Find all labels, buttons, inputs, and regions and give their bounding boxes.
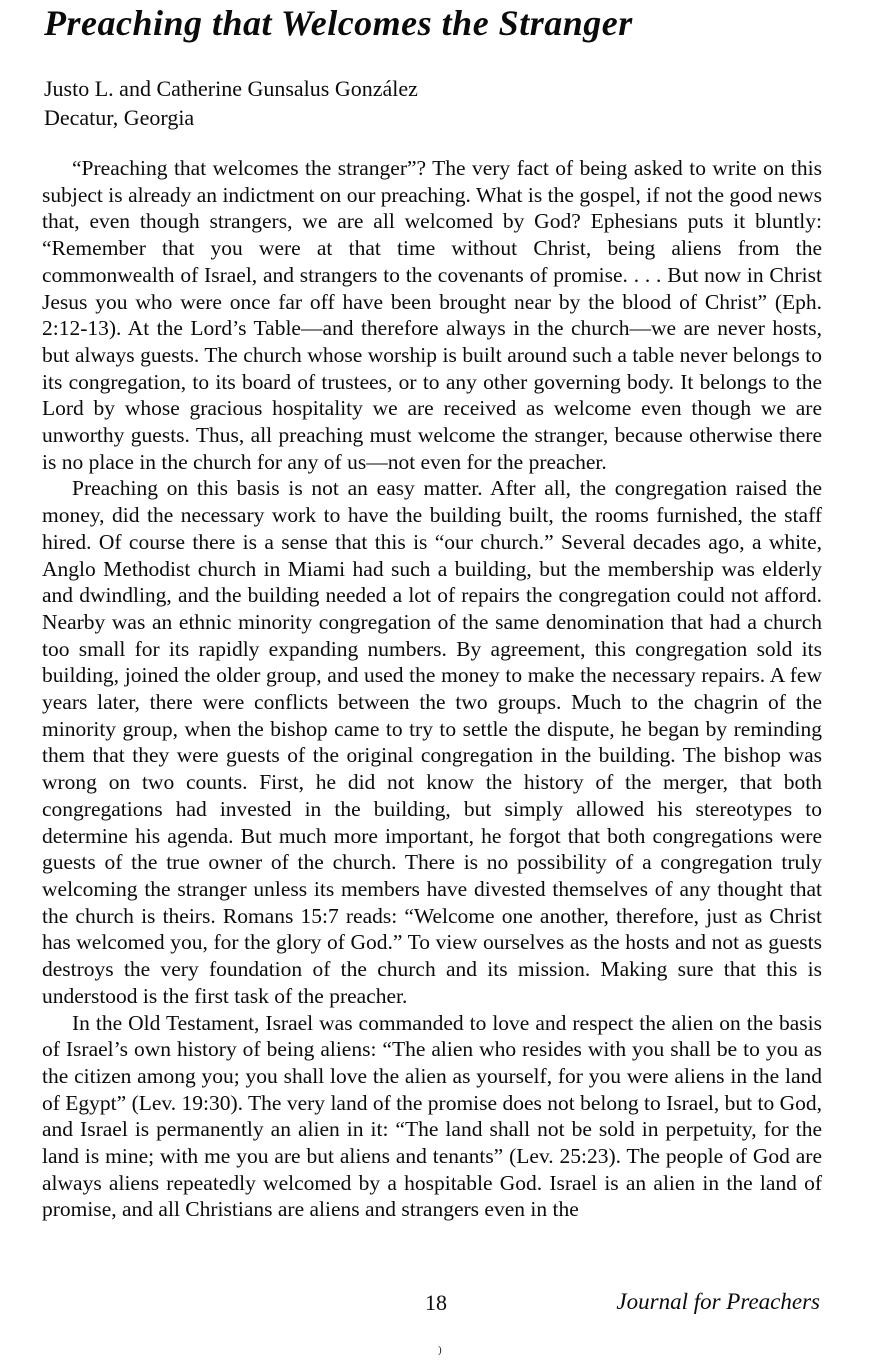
author-block [44,74,418,132]
paragraph-old-testament: In the Old Testament, Israel was commanded to love and respect the alien on the basis of Israel’s own history of being aliens: “The alien who resides with you shall be to you as the citizen among you; you shall love the alien as yourself, for you were aliens in the land of Egypt” (Lev. 19:30). The very land of the promise does not belong to Israel, but to God, and Israel is permanently an alien in it: “The land shall not be sold in perpetuity, for the land is mine; with me you are but aliens and tenants” (Lev. 25:23). The people of God are always aliens repeatedly welcomed by a hospitable God. Israel is an alien in the land of promise, and all Christians are aliens and strangers even in the [42,1010,822,1222]
journal-title: Journal for Preachers [616,1289,820,1314]
scan-artifact-mark: ) [438,1344,442,1356]
paragraph-miami-story: Preaching on this basis is not an easy matter. After all, the congregation raised the money, did the necessary work to have the building built, the rooms furnished, the staff hired. Of course there is a sense that this is “our church.” Several decades ago, a white, Anglo Methodist church in Miami had such a building, but the membership was elderly and dwindling, and the building needed a lot of repairs the congregation could not afford. Nearby was an ethnic minority congregation of the same denomination that had a church too small for its rapidly expanding numbers. By agreement, this congregation sold its building, joined the older group, and used the money to make the necessary repairs. A few years later, there were conflicts between the two groups. Much to the chagrin of the minority group, when the bishop came to try to settle the dispute, he began by reminding them that they were guests of the original congregation in the building. The bishop was wrong on two counts. First, he did not know the history of the merger, that both congregations had invested in the building, but simply allowed his stereotypes to determine his agenda. But much more important, he forgot that both congregations were guests of the true owner of the church. There is no possibility of a congregation truly welcoming the stranger unless its members have divested themselves of any thought that the church is theirs. Romans 15:7 reads: “Welcome one another, therefore, just as Christ has welcomed you, for the glory of God.” To view ourselves as the hosts and not as guests destroys the very foundation of the church and its mission. Making sure that this is understood is the first task of the preacher. [42,476,822,1008]
article-title: Preaching that Welcomes the Stranger [44,3,633,43]
page-number: 18 [425,1290,447,1315]
article-body [42,155,822,1223]
author-names: Justo L. and Catherine Gunsalus González [44,76,418,101]
author-location: Decatur, Georgia [44,105,195,130]
paragraph-opening: “Preaching that welcomes the stranger”? The very fact of being asked to write on this subject is already an indictment on our preaching. What is the gospel, if not the good news that, even though strangers, we are all welcomed by God? Ephesians puts it bluntly: “Remember that you were at that time without Christ, being aliens from the commonwealth of Israel, and strangers to the covenants of promise. . . . But now in Christ Jesus you who were once far off have been brought near by the blood of Christ” (Eph. 2:12-13). At the Lord’s Table—and therefore always in the church—we are never hosts, but always guests. The church whose worship is built around such a table never belongs to its congregation, to its board of trustees, or to any other governing body. It belongs to the Lord by whose gracious hospitality we are received as welcome even though we are unworthy guests. Thus, all preaching must welcome the stranger, because otherwise there is no place in the church for any of us—not even for the preacher. [42,156,822,474]
